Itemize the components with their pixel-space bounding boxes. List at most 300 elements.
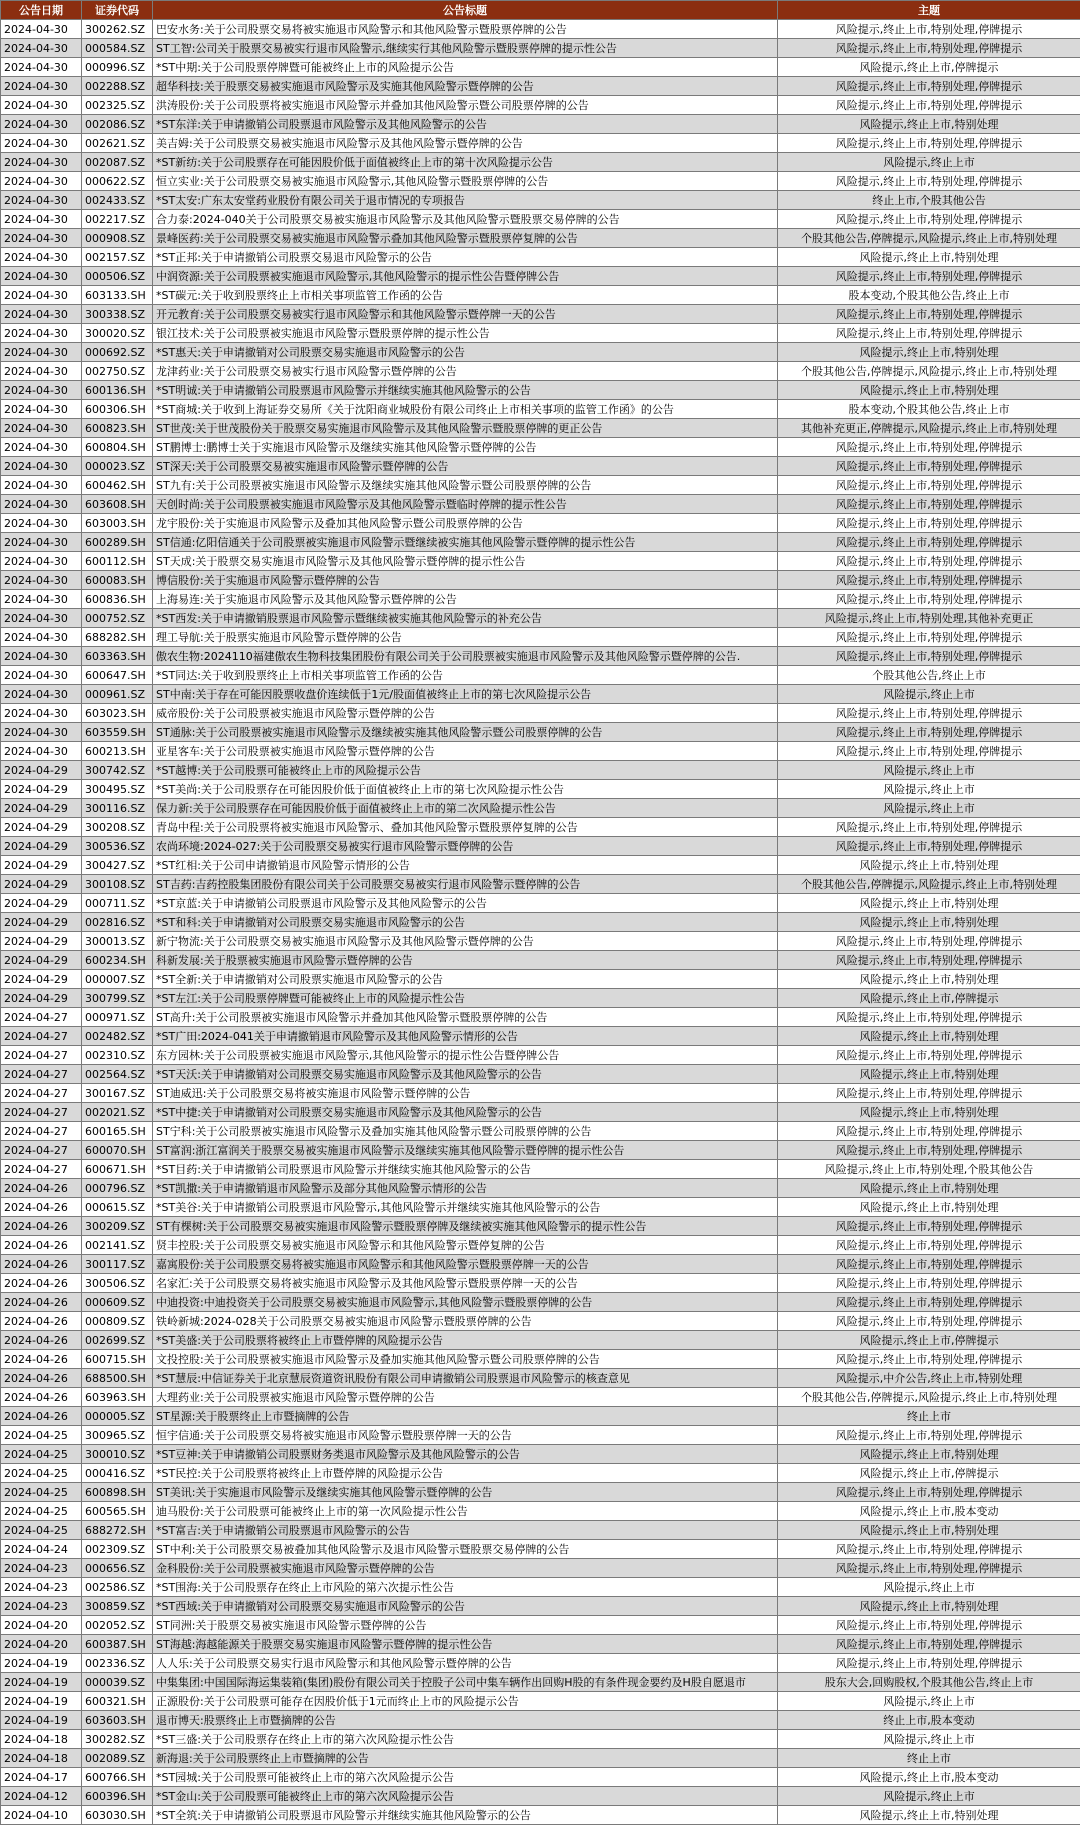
cell-announcement-title: 名家汇:关于公司股票交易将被实施退市风险警示及其他风险警示暨股票停牌一天的公告 [153,1274,778,1293]
cell-security-code: 600321.SH [82,1692,153,1711]
cell-date: 2024-04-30 [1,647,82,666]
cell-announcement-title: *ST慧辰:中信证券关于北京慧辰资道资讯股份有限公司申请撤销公司股票退市风险警示的核查意见 [153,1369,778,1388]
cell-security-code: 000692.SZ [82,343,153,362]
cell-date: 2024-04-26 [1,1407,82,1426]
cell-topic: 风险提示,终止上市,特别处理 [778,1179,1080,1198]
cell-announcement-title: *ST豆神:关于申请撤销公司股票财务类退市风险警示及其他风险警示的公告 [153,1445,778,1464]
cell-announcement-title: 文投控股:关于公司股票被实施退市风险警示及叠加实施其他风险警示暨公司股票停牌的公告 [153,1350,778,1369]
cell-security-code: 300495.SZ [82,780,153,799]
cell-security-code: 000711.SZ [82,894,153,913]
cell-topic: 风险提示,终止上市,特别处理,停牌提示 [778,1559,1080,1578]
cell-announcement-title: *ST正邦:关于申请撤销公司股票交易退市风险警示的公告 [153,248,778,267]
table-row [1,761,1080,780]
cell-announcement-title: ST鹏博士:鹏博士关于实施退市风险警示及继续实施其他风险警示暨停牌的公告 [153,438,778,457]
cell-date: 2024-04-27 [1,1084,82,1103]
cell-security-code: 600289.SH [82,533,153,552]
cell-date: 2024-04-20 [1,1616,82,1635]
cell-announcement-title: *ST全新:关于申请撤销对公司股票实施退市风险警示的公告 [153,970,778,989]
table-row [1,58,1080,77]
cell-date: 2024-04-17 [1,1768,82,1787]
cell-topic: 风险提示,终止上市,特别处理,停牌提示 [778,438,1080,457]
table-row [1,932,1080,951]
cell-topic: 风险提示,终止上市,特别处理,停牌提示 [778,647,1080,666]
cell-security-code: 688282.SH [82,628,153,647]
cell-announcement-title: 天创时尚:关于公司股票被实施退市风险警示及其他风险警示暨临时停牌的提示性公告 [153,495,778,514]
cell-security-code: 002816.SZ [82,913,153,932]
table-row [1,1654,1080,1673]
table-row [1,1217,1080,1236]
cell-announcement-title: ST中利:关于公司股票交易被叠加其他风险警示及退市风险警示暨股票交易停牌的公告 [153,1540,778,1559]
cell-topic: 风险提示,终止上市,特别处理,停牌提示 [778,1654,1080,1673]
cell-topic: 风险提示,终止上市,特别处理,停牌提示 [778,571,1080,590]
cell-announcement-title: *ST中捷:关于申请撤销对公司股票交易实施退市风险警示及其他风险警示的公告 [153,1103,778,1122]
table-row [1,39,1080,58]
cell-date: 2024-04-27 [1,1103,82,1122]
cell-date: 2024-04-30 [1,514,82,533]
cell-date: 2024-04-29 [1,799,82,818]
cell-date: 2024-04-30 [1,343,82,362]
cell-topic: 风险提示,终止上市,特别处理,停牌提示 [778,628,1080,647]
cell-announcement-title: 中迪投资:中迪投资关于公司股票交易被实施退市风险警示,其他风险警示暨股票停牌的公告 [153,1293,778,1312]
cell-topic: 个股其他公告,停牌提示,风险提示,终止上市,特别处理 [778,875,1080,894]
cell-date: 2024-04-30 [1,419,82,438]
table-row [1,210,1080,229]
cell-security-code: 000908.SZ [82,229,153,248]
table-row [1,1141,1080,1160]
cell-announcement-title: *ST越博:关于公司股票可能被终止上市的风险提示公告 [153,761,778,780]
cell-topic: 风险提示,终止上市,特别处理,停牌提示 [778,1008,1080,1027]
cell-security-code: 002288.SZ [82,77,153,96]
cell-announcement-title: *ST围海:关于公司股票存在终止上市风险的第六次提示性公告 [153,1578,778,1597]
cell-security-code: 300262.SZ [82,20,153,39]
cell-date: 2024-04-25 [1,1521,82,1540]
table-row [1,1388,1080,1407]
cell-announcement-title: 巴安水务:关于公司股票交易将被实施退市风险警示和其他风险警示暨股票停牌的公告 [153,20,778,39]
table-row [1,1426,1080,1445]
table-row [1,1407,1080,1426]
cell-date: 2024-04-19 [1,1673,82,1692]
cell-topic: 个股其他公告,停牌提示,风险提示,终止上市,特别处理 [778,1388,1080,1407]
cell-topic: 风险提示,终止上市,特别处理 [778,1597,1080,1616]
table-row [1,1255,1080,1274]
cell-topic: 风险提示,终止上市,特别处理 [778,1806,1080,1825]
cell-topic: 风险提示,终止上市,特别处理,停牌提示 [778,1255,1080,1274]
cell-topic: 风险提示,终止上市,特别处理,停牌提示 [778,723,1080,742]
cell-topic: 风险提示,终止上市,特别处理,停牌提示 [778,1046,1080,1065]
table-row [1,476,1080,495]
cell-date: 2024-04-29 [1,818,82,837]
cell-date: 2024-04-30 [1,58,82,77]
header-row [1,1,1080,20]
table-row [1,970,1080,989]
table-row [1,1806,1080,1825]
table-row [1,742,1080,761]
cell-topic: 风险提示,终止上市,特别处理,停牌提示 [778,742,1080,761]
cell-announcement-title: ST九有:关于公司股票被实施退市风险警示及继续实施其他风险警示暨公司股票停牌的公告 [153,476,778,495]
cell-security-code: 600671.SH [82,1160,153,1179]
cell-date: 2024-04-25 [1,1502,82,1521]
table-row [1,134,1080,153]
table-row [1,894,1080,913]
cell-date: 2024-04-18 [1,1749,82,1768]
table-row [1,457,1080,476]
cell-announcement-title: *ST京蓝:关于申请撤销公司股票退市风险警示及其他风险警示的公告 [153,894,778,913]
cell-topic: 风险提示,终止上市,特别处理,停牌提示 [778,1293,1080,1312]
cell-security-code: 600823.SH [82,419,153,438]
cell-announcement-title: 铁岭新城:2024-028关于公司股票交易被实施退市风险警示暨股票停牌的公告 [153,1312,778,1331]
table-row [1,571,1080,590]
cell-date: 2024-04-19 [1,1654,82,1673]
cell-security-code: 300965.SZ [82,1426,153,1445]
cell-announcement-title: 合力泰:2024-040关于公司股票交易被实施退市风险警示及其他风险警示暨股票交易停牌的公告 [153,210,778,229]
table-row [1,362,1080,381]
cell-security-code: 300108.SZ [82,875,153,894]
cell-announcement-title: ST中南:关于存在可能因股票收盘价连续低于1元/股面值被终止上市的第七次风险提示公告 [153,685,778,704]
cell-announcement-title: 傲农生物:2024110福建傲农生物科技集团股份有限公司关于公司股票被实施退市风险警示及其他风险警示暨停牌的公告. [153,647,778,666]
cell-security-code: 000796.SZ [82,1179,153,1198]
table-row [1,856,1080,875]
table-row [1,324,1080,343]
cell-topic: 风险提示,终止上市,特别处理 [778,1103,1080,1122]
cell-topic: 其他补充更正,停牌提示,风险提示,终止上市,特别处理 [778,419,1080,438]
cell-topic: 风险提示,终止上市,停牌提示 [778,58,1080,77]
cell-announcement-title: 理工导航:关于股票实施退市风险警示暨停牌的公告 [153,628,778,647]
cell-date: 2024-04-27 [1,1141,82,1160]
cell-date: 2024-04-23 [1,1597,82,1616]
cell-date: 2024-04-26 [1,1312,82,1331]
table-row [1,267,1080,286]
cell-announcement-title: 新宁物流:关于公司股票交易被实施退市风险警示及其他风险警示暨停牌的公告 [153,932,778,951]
cell-announcement-title: ST富润:浙江富润关于股票交易被实施退市风险警示及继续实施其他风险警示暨停牌的提示性公告 [153,1141,778,1160]
table-row [1,1122,1080,1141]
cell-topic: 风险提示,终止上市,股本变动 [778,1502,1080,1521]
cell-date: 2024-04-30 [1,172,82,191]
table-row [1,1027,1080,1046]
cell-date: 2024-04-30 [1,229,82,248]
cell-topic: 风险提示,终止上市,特别处理,停牌提示 [778,1141,1080,1160]
cell-announcement-title: ST天成:关于股票交易实施退市风险警示及其他风险警示暨停牌的提示性公告 [153,552,778,571]
cell-date: 2024-04-30 [1,628,82,647]
table-row [1,1635,1080,1654]
table-row [1,419,1080,438]
cell-topic: 个股其他公告,停牌提示,风险提示,终止上市,特别处理 [778,229,1080,248]
cell-announcement-title: 迪马股份:关于公司股票可能被终止上市的第一次风险提示性公告 [153,1502,778,1521]
cell-security-code: 300859.SZ [82,1597,153,1616]
cell-date: 2024-04-20 [1,1635,82,1654]
cell-announcement-title: ST信通:亿阳信通关于公司股票被实施退市风险警示暨继续被实施其他风险警示暨停牌的提示性公告 [153,533,778,552]
cell-topic: 风险提示,终止上市,特别处理,停牌提示 [778,1312,1080,1331]
cell-topic: 风险提示,终止上市,特别处理,其他补充更正 [778,609,1080,628]
table-row [1,495,1080,514]
cell-date: 2024-04-30 [1,685,82,704]
table-row [1,248,1080,267]
cell-date: 2024-04-29 [1,856,82,875]
cell-announcement-title: 保力新:关于公司股票存在可能因股价低于面值被终止上市的第二次风险提示性公告 [153,799,778,818]
cell-date: 2024-04-30 [1,153,82,172]
cell-security-code: 600234.SH [82,951,153,970]
cell-security-code: 600647.SH [82,666,153,685]
table-row [1,1730,1080,1749]
cell-date: 2024-04-30 [1,362,82,381]
cell-security-code: 000971.SZ [82,1008,153,1027]
cell-announcement-title: 科新发展:关于股票被实施退市风险警示暨停牌的公告 [153,951,778,970]
table-body [1,20,1080,1825]
cell-topic: 风险提示,终止上市,特别处理 [778,1445,1080,1464]
cell-announcement-title: *ST明诚:关于申请撤销公司股票退市风险警示并继续实施其他风险警示的公告 [153,381,778,400]
table-row [1,1445,1080,1464]
table-row [1,400,1080,419]
cell-topic: 股本变动,个股其他公告,终止上市 [778,400,1080,419]
cell-topic: 风险提示,终止上市 [778,1692,1080,1711]
cell-topic: 风险提示,终止上市,特别处理 [778,381,1080,400]
table-row [1,1312,1080,1331]
table-row [1,1179,1080,1198]
cell-topic: 风险提示,终止上市,特别处理,停牌提示 [778,39,1080,58]
cell-announcement-title: 金科股份:关于公司股票被实施退市风险警示暨停牌的公告 [153,1559,778,1578]
table-row [1,1274,1080,1293]
cell-announcement-title: ST世茂:关于世茂股份关于股票交易实施退市风险警示及其他风险警示暨股票停牌的更正公告 [153,419,778,438]
cell-announcement-title: 正源股份:关于公司股票可能存在因股价低于1元而终止上市的风险提示公告 [153,1692,778,1711]
table-row [1,609,1080,628]
cell-topic: 风险提示,终止上市,停牌提示 [778,1331,1080,1350]
cell-security-code: 600083.SH [82,571,153,590]
cell-security-code: 688500.SH [82,1369,153,1388]
cell-date: 2024-04-26 [1,1236,82,1255]
cell-security-code: 600836.SH [82,590,153,609]
cell-topic: 风险提示,终止上市 [778,153,1080,172]
cell-announcement-title: ST吉药:吉药控股集团股份有限公司关于公司股票交易被实行退市风险警示暨停牌的公告 [153,875,778,894]
cell-topic: 风险提示,终止上市,特别处理,停牌提示 [778,1350,1080,1369]
cell-announcement-title: *ST美盛:关于公司股票将被终止上市暨停牌的风险提示公告 [153,1331,778,1350]
cell-date: 2024-04-30 [1,381,82,400]
table-row [1,1331,1080,1350]
cell-date: 2024-04-30 [1,324,82,343]
cell-date: 2024-04-24 [1,1540,82,1559]
table-row [1,1160,1080,1179]
cell-topic: 风险提示,终止上市,股本变动 [778,1768,1080,1787]
cell-date: 2024-04-27 [1,1008,82,1027]
cell-security-code: 600213.SH [82,742,153,761]
table-row [1,381,1080,400]
cell-topic: 风险提示,终止上市,特别处理,停牌提示 [778,96,1080,115]
cell-security-code: 000809.SZ [82,1312,153,1331]
column-header-code: 证券代码 [82,1,153,20]
cell-announcement-title: 龙津药业:关于公司股票交易被实行退市风险警示暨停牌的公告 [153,362,778,381]
cell-date: 2024-04-26 [1,1350,82,1369]
cell-security-code: 600070.SH [82,1141,153,1160]
table-row [1,115,1080,134]
cell-date: 2024-04-29 [1,780,82,799]
cell-security-code: 002564.SZ [82,1065,153,1084]
cell-security-code: 300506.SZ [82,1274,153,1293]
table-row [1,704,1080,723]
cell-topic: 风险提示,终止上市,特别处理 [778,1198,1080,1217]
cell-date: 2024-04-30 [1,210,82,229]
cell-topic: 风险提示,终止上市,特别处理 [778,1027,1080,1046]
table-row [1,1787,1080,1806]
table-row [1,590,1080,609]
cell-topic: 风险提示,终止上市 [778,1787,1080,1806]
cell-date: 2024-04-30 [1,495,82,514]
cell-announcement-title: *ST广田:2024-041关于申请撤销退市风险警示及其他风险警示情形的公告 [153,1027,778,1046]
cell-security-code: 000416.SZ [82,1464,153,1483]
cell-topic: 风险提示,终止上市,特别处理 [778,856,1080,875]
cell-security-code: 600396.SH [82,1787,153,1806]
cell-date: 2024-04-27 [1,1027,82,1046]
table-row [1,1293,1080,1312]
cell-announcement-title: ST通脉:关于公司股票被实施退市风险警示及继续被实施其他风险警示暨公司股票停牌的公告 [153,723,778,742]
cell-security-code: 300536.SZ [82,837,153,856]
cell-date: 2024-04-25 [1,1426,82,1445]
cell-topic: 风险提示,中介公告,终止上市,特别处理 [778,1369,1080,1388]
cell-announcement-title: ST宁科:关于公司股票被实施退市风险警示及叠加实施其他风险警示暨公司股票停牌的公告 [153,1122,778,1141]
cell-date: 2024-04-29 [1,837,82,856]
cell-date: 2024-04-26 [1,1388,82,1407]
cell-date: 2024-04-29 [1,894,82,913]
cell-announcement-title: 洪涛股份:关于公司股票将被实施退市风险警示并叠加其他风险警示暨公司股票停牌的公告 [153,96,778,115]
cell-security-code: 300010.SZ [82,1445,153,1464]
cell-announcement-title: *ST惠天:关于申请撤销对公司股票交易实施退市风险警示的公告 [153,343,778,362]
cell-security-code: 600136.SH [82,381,153,400]
table-row [1,286,1080,305]
cell-date: 2024-04-30 [1,305,82,324]
cell-announcement-title: *ST碳元:关于收到股票终止上市相关事项监管工作函的公告 [153,286,778,305]
cell-security-code: 603030.SH [82,1806,153,1825]
cell-security-code: 600112.SH [82,552,153,571]
cell-announcement-title: 农尚环境:2024-027:关于公司股票交易被实行退市风险警示暨停牌的公告 [153,837,778,856]
cell-announcement-title: 威帝股份:关于公司股票被实施退市风险警示暨停牌的公告 [153,704,778,723]
table-row [1,552,1080,571]
cell-announcement-title: *ST民控:关于公司股票将被终止上市暨停牌的风险提示公告 [153,1464,778,1483]
cell-topic: 风险提示,终止上市,特别处理,停牌提示 [778,20,1080,39]
cell-security-code: 300742.SZ [82,761,153,780]
cell-date: 2024-04-30 [1,438,82,457]
cell-date: 2024-04-30 [1,666,82,685]
cell-topic: 风险提示,终止上市,特别处理,停牌提示 [778,951,1080,970]
table-row [1,305,1080,324]
cell-topic: 风险提示,终止上市,特别处理 [778,913,1080,932]
cell-security-code: 300799.SZ [82,989,153,1008]
cell-announcement-title: 恒宇信通:关于公司股票交易将被实施退市风险警示暨股票停牌一天的公告 [153,1426,778,1445]
cell-security-code: 600898.SH [82,1483,153,1502]
table-row [1,1084,1080,1103]
cell-security-code: 603363.SH [82,647,153,666]
cell-security-code: 600565.SH [82,1502,153,1521]
cell-announcement-title: 青岛中程:关于公司股票将被实施退市风险警示、叠加其他风险警示暨股票停复牌的公告 [153,818,778,837]
table-row [1,1502,1080,1521]
cell-date: 2024-04-29 [1,989,82,1008]
cell-topic: 风险提示,终止上市,特别处理,停牌提示 [778,837,1080,856]
cell-announcement-title: ST高升:关于公司股票被实施退市风险警示并叠加其他风险警示暨股票停牌的公告 [153,1008,778,1027]
cell-announcement-title: ST同洲:关于股票交易被实施退市风险警示暨停牌的公告 [153,1616,778,1635]
table-row [1,1616,1080,1635]
cell-security-code: 002482.SZ [82,1027,153,1046]
table-row [1,1008,1080,1027]
cell-security-code: 002433.SZ [82,191,153,210]
cell-announcement-title: 景峰医药:关于公司股票交易被实施退市风险警示叠加其他风险警示暨股票停复牌的公告 [153,229,778,248]
cell-topic: 个股其他公告,终止上市 [778,666,1080,685]
cell-security-code: 000023.SZ [82,457,153,476]
cell-announcement-title: *ST全筑:关于申请撤销公司股票退市风险警示并继续实施其他风险警示的公告 [153,1806,778,1825]
table-row [1,780,1080,799]
cell-topic: 风险提示,终止上市,特别处理,停牌提示 [778,476,1080,495]
cell-topic: 风险提示,终止上市,特别处理,停牌提示 [778,590,1080,609]
cell-topic: 风险提示,终止上市 [778,799,1080,818]
cell-security-code: 002052.SZ [82,1616,153,1635]
cell-topic: 风险提示,终止上市,特别处理,停牌提示 [778,704,1080,723]
cell-date: 2024-04-26 [1,1179,82,1198]
column-header-title: 公告标题 [153,1,778,20]
cell-topic: 风险提示,终止上市,特别处理,停牌提示 [778,1616,1080,1635]
table-row [1,875,1080,894]
table-row [1,438,1080,457]
cell-date: 2024-04-30 [1,590,82,609]
table-row [1,799,1080,818]
cell-date: 2024-04-29 [1,875,82,894]
cell-date: 2024-04-30 [1,742,82,761]
table-row [1,96,1080,115]
table-row [1,1483,1080,1502]
cell-security-code: 600715.SH [82,1350,153,1369]
cell-date: 2024-04-30 [1,723,82,742]
cell-security-code: 002325.SZ [82,96,153,115]
table-row [1,1540,1080,1559]
cell-security-code: 688272.SH [82,1521,153,1540]
table-row [1,989,1080,1008]
cell-date: 2024-04-19 [1,1711,82,1730]
cell-announcement-title: 恒立实业:关于公司股票交易被实施退市风险警示,其他风险警示暨股票停牌的公告 [153,172,778,191]
cell-topic: 风险提示,终止上市,特别处理,停牌提示 [778,1122,1080,1141]
cell-topic: 股本变动,个股其他公告,终止上市 [778,286,1080,305]
table-row [1,647,1080,666]
cell-topic: 风险提示,终止上市,特别处理,停牌提示 [778,324,1080,343]
cell-announcement-title: *ST红相:关于公司申请撤销退市风险警示情形的公告 [153,856,778,875]
cell-date: 2024-04-30 [1,191,82,210]
cell-announcement-title: 中润资源:关于公司股票被实施退市风险警示,其他风险警示的提示性公告暨停牌公告 [153,267,778,286]
cell-security-code: 000622.SZ [82,172,153,191]
cell-announcement-title: 博信股份:关于实施退市风险警示暨停牌的公告 [153,571,778,590]
cell-security-code: 300209.SZ [82,1217,153,1236]
cell-date: 2024-04-29 [1,932,82,951]
cell-date: 2024-04-30 [1,20,82,39]
cell-topic: 风险提示,终止上市,特别处理,停牌提示 [778,1483,1080,1502]
cell-topic: 风险提示,终止上市,特别处理,停牌提示 [778,1426,1080,1445]
cell-topic: 风险提示,终止上市,特别处理,停牌提示 [778,1084,1080,1103]
table-row [1,1369,1080,1388]
cell-security-code: 002089.SZ [82,1749,153,1768]
cell-topic: 风险提示,终止上市,特别处理 [778,343,1080,362]
cell-announcement-title: *ST凯撒:关于申请撤销退市风险警示及部分其他风险警示情形的公告 [153,1179,778,1198]
cell-date: 2024-04-30 [1,571,82,590]
cell-topic: 风险提示,终止上市,特别处理 [778,1521,1080,1540]
table-row [1,1711,1080,1730]
cell-topic: 风险提示,终止上市,停牌提示 [778,1464,1080,1483]
cell-topic: 风险提示,终止上市,特别处理,停牌提示 [778,533,1080,552]
cell-topic: 风险提示,终止上市 [778,761,1080,780]
cell-date: 2024-04-30 [1,552,82,571]
cell-security-code: 300020.SZ [82,324,153,343]
cell-date: 2024-04-30 [1,134,82,153]
cell-security-code: 600306.SH [82,400,153,419]
cell-date: 2024-04-23 [1,1559,82,1578]
cell-security-code: 600387.SH [82,1635,153,1654]
cell-announcement-title: 新海退:关于公司股票终止上市暨摘牌的公告 [153,1749,778,1768]
table-row [1,1198,1080,1217]
cell-announcement-title: ST工智:公司关于股票交易被实行退市风险警示,继续实行其他风险警示暨股票停牌的提示性公告 [153,39,778,58]
cell-topic: 终止上市,股本变动 [778,1711,1080,1730]
cell-security-code: 002309.SZ [82,1540,153,1559]
cell-date: 2024-04-30 [1,96,82,115]
